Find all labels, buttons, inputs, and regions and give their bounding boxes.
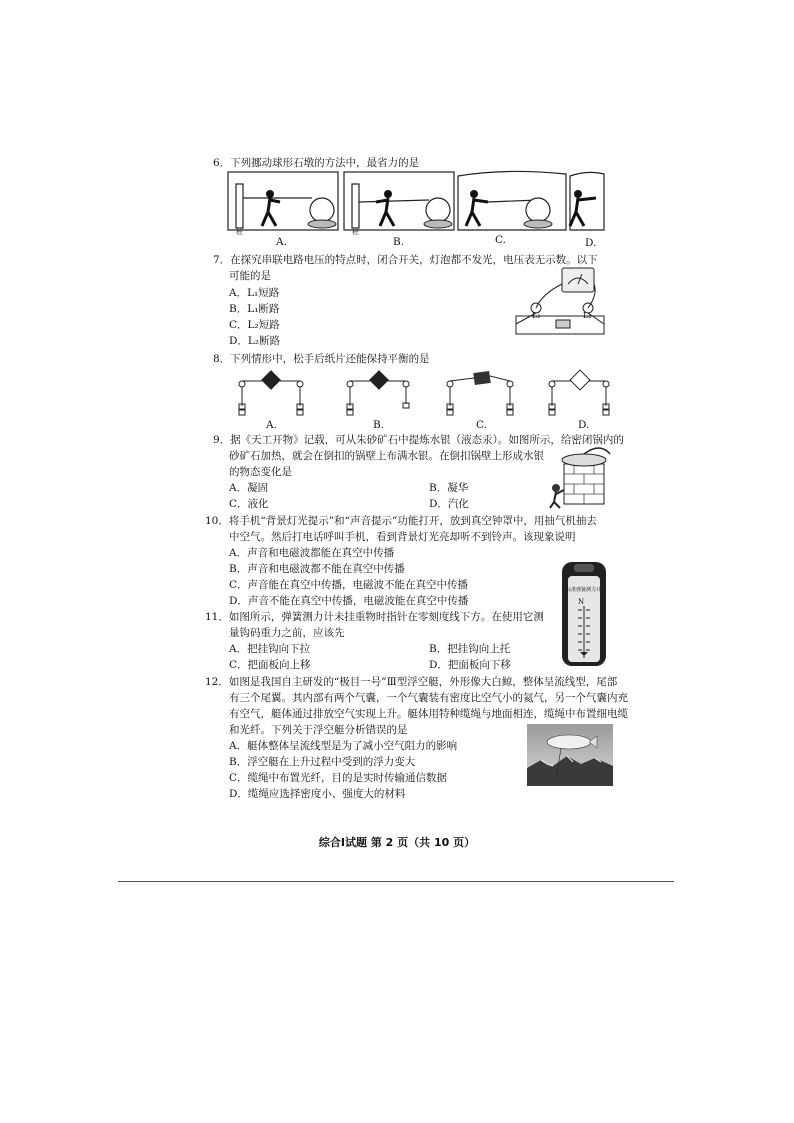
q11-fig-unit: N	[578, 598, 585, 606]
q8-option-a[interactable]: A.	[266, 419, 277, 431]
q10-option-b[interactable]: B．声音和电磁波都不能在真空中传播	[229, 563, 405, 575]
q11-option-b[interactable]: B．把挂钩向上托	[429, 643, 511, 655]
q12-airship-photo	[527, 724, 613, 786]
q7-fig-label-l2: L₂	[583, 311, 592, 320]
q7-fig-label-l1: L₁	[532, 311, 541, 320]
q8-option-b[interactable]: B.	[373, 419, 385, 431]
q11-stem-line1: 11．如图所示，弹簧测力计未挂重物时指针在零刻度线下方。在使用它测	[205, 611, 544, 623]
q7-option-b[interactable]: B．L₁断路	[229, 303, 280, 315]
q9-stem-line2: 砂矿石加热，就会在倒扣的锅壁上布满水银。在倒扣锅壁上形成水银	[229, 450, 544, 462]
page-divider	[118, 881, 674, 882]
q10-option-d[interactable]: D．声音不能在真空中传播，电磁波能在真空中传播	[229, 595, 469, 607]
q8-stem: 8．下列情形中，松手后纸片还能保持平衡的是	[213, 353, 430, 365]
q11-fig-title: 标准弹簧测力计	[566, 587, 602, 593]
q12-stem-line3: 有空气，艇体通过排放空气实现上升。艇体用特种缆绳与地面相连，缆绳中布置细电缆	[229, 708, 628, 720]
q11-spring-scale-figure	[560, 558, 610, 668]
q6-option-b[interactable]: B.	[393, 236, 405, 248]
page-footer: 综合Ⅰ试题 第 2 页（共 10 页）	[318, 836, 476, 849]
q12-stem-line1: 12．如图是我国自主研发的“极目一号”Ⅲ型浮空艇，外形像大白鲸，整体呈流线型，尾部	[205, 676, 618, 688]
q12-stem-line4: 和光纤。下列关于浮空艇分析错误的是	[229, 724, 408, 736]
q6-post-label-a: 桩	[236, 228, 243, 236]
q12-option-a[interactable]: A．艇体整体呈流线型是为了减小空气阻力的影响	[229, 740, 458, 752]
q12-option-c[interactable]: C．缆绳中布置光纤，目的是实时传输通信数据	[229, 772, 448, 784]
q9-stem-line3: 的物态变化是	[229, 466, 292, 478]
q11-stem-line2: 量钩码重力之前，应该先	[229, 627, 345, 639]
q12-option-d[interactable]: D．缆绳应选择密度小、强度大的材料	[229, 788, 406, 800]
q9-option-d[interactable]: D．汽化	[429, 498, 469, 510]
q9-furnace-figure	[548, 440, 614, 510]
q12-option-b[interactable]: B．浮空艇在上升过程中受到的浮力变大	[229, 756, 416, 768]
q12-stem-line2: 有三个尾翼。其内部有两个气囊，一个气囊装有密度比空气小的氦气，另一个气囊内充	[229, 692, 628, 704]
q11-option-c[interactable]: C．把面板向上移	[229, 659, 311, 671]
q7-option-d[interactable]: D．L₂断路	[229, 335, 281, 347]
q9-option-b[interactable]: B．凝华	[429, 482, 469, 494]
q10-stem-line1: 10．将手机“背景灯光提示”和“声音提示”功能打开，放到真空钟罩中，用抽气机抽去	[205, 515, 597, 527]
q10-stem-line2: 中空气。然后打电话呼叫手机，看到背景灯光亮却听不到铃声。该现象说明	[229, 531, 576, 543]
q8-option-c[interactable]: C.	[476, 419, 487, 431]
q9-option-a[interactable]: A．凝固	[229, 482, 269, 494]
q9-stem-line1: 9．据《天工开物》记载，可从朱砂矿石中提炼水银（液态汞）。如图所示，给密闭锅内的	[213, 434, 624, 446]
q6-option-a[interactable]: A.	[276, 236, 287, 248]
q8-figures	[232, 368, 612, 418]
q6-post-label-b: 桩	[352, 228, 359, 236]
q9-option-c[interactable]: C．液化	[229, 498, 269, 510]
q7-option-a[interactable]: A．L₁短路	[229, 287, 280, 299]
q7-stem-line2: 可能的是	[229, 270, 271, 282]
q10-option-a[interactable]: A．声音和电磁波都能在真空中传播	[229, 547, 395, 559]
q11-option-a[interactable]: A．把挂钩向下拉	[229, 643, 311, 655]
q7-circuit-figure	[512, 264, 608, 344]
q6-stem: 6．下列挪动球形石墩的方法中，最省力的是	[213, 157, 420, 169]
q8-option-d[interactable]: D.	[578, 419, 590, 431]
q7-option-c[interactable]: C．L₂短路	[229, 319, 280, 331]
q11-option-d[interactable]: D．把面板向下移	[429, 659, 511, 671]
q6-option-d[interactable]: D.	[585, 237, 597, 249]
q10-option-c[interactable]: C．声音能在真空中传播，电磁波不能在真空中传播	[229, 579, 469, 591]
q6-option-c[interactable]: C.	[495, 234, 506, 246]
q7-stem-line1: 7．在探究串联电路电压的特点时，闭合开关，灯泡都不发光，电压表无示数。以下	[213, 254, 598, 266]
